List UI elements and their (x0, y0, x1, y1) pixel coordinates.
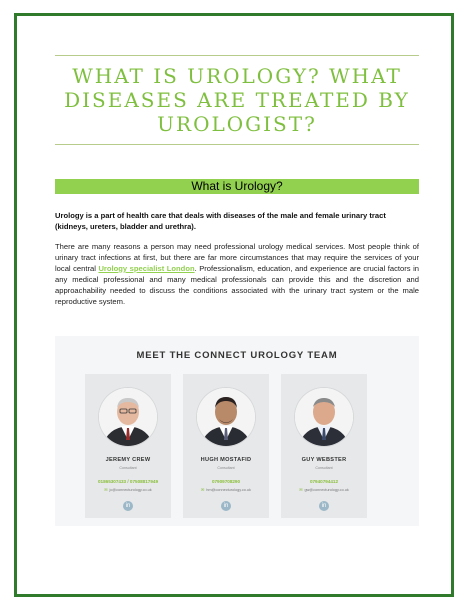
avatar (295, 388, 353, 446)
member-email-row[interactable] (85, 487, 171, 492)
team-panel (55, 336, 419, 526)
member-role: Consultant (315, 466, 333, 470)
mail-icon: ✉ (104, 488, 108, 492)
member-name: GUY WEBSTER (301, 457, 347, 463)
avatar (99, 388, 157, 446)
mail-icon: ✉ (299, 488, 303, 492)
title-rule-bottom (55, 144, 419, 145)
member-email[interactable]: jc@connecturology.co.uk (109, 488, 152, 492)
member-email[interactable]: hm@connecturology.co.uk (206, 488, 251, 492)
member-role: Consultant (119, 466, 137, 470)
team-card-hugh-mostafid (183, 374, 269, 518)
team-card-guy-webster (281, 374, 367, 518)
avatar (197, 388, 255, 446)
linkedin-icon[interactable]: in (221, 501, 231, 511)
linkedin-icon[interactable]: in (123, 501, 133, 511)
section-heading: What is Urology? (55, 179, 419, 194)
mail-icon: ✉ (201, 488, 205, 492)
body-text-after-link: . Professionalism, education, and experience are crucial factors in any medical professional and many medical professionals can provide this and the discretion and approachability needed to discuss the conditions associated with the urinary tract system or the male reproductive system. (55, 264, 419, 306)
member-email[interactable]: gw@connecturology.co.uk (304, 488, 349, 492)
body-paragraph (55, 241, 419, 307)
member-phone[interactable]: 07940794412 (309, 479, 339, 484)
member-phone[interactable]: 01865307433 / 07508817949 (97, 479, 159, 484)
member-name: JEREMY CREW (105, 457, 151, 463)
linkedin-icon[interactable]: in (319, 501, 329, 511)
body-text-before-link: There are many reasons a person may need professional urology medical services. Most people think of urinary tract infections at first, but there are far more circumstances that may require the services of your local central (55, 242, 419, 273)
member-name: HUGH MOSTAFID (200, 457, 252, 463)
member-email-row[interactable] (281, 487, 367, 492)
team-card-jeremy-crew (85, 374, 171, 518)
page-title: WHAT IS UROLOGY? WHAT DISEASES ARE TREATED BY UROLOGIST? (64, 64, 410, 136)
team-heading: MEET THE CONNECT UROLOGY TEAM (136, 350, 338, 361)
title-rule-top (55, 55, 419, 56)
intro-paragraph: Urology is a part of health care that deals with diseases of the male and female urinary tract (kidneys, ureters, bladder and urethra). (55, 211, 386, 231)
urology-specialist-link[interactable]: Urology specialist London (98, 264, 195, 273)
member-email-row[interactable] (183, 487, 269, 492)
member-phone[interactable]: 07909708290 (211, 479, 241, 484)
member-role: Consultant (217, 466, 235, 470)
